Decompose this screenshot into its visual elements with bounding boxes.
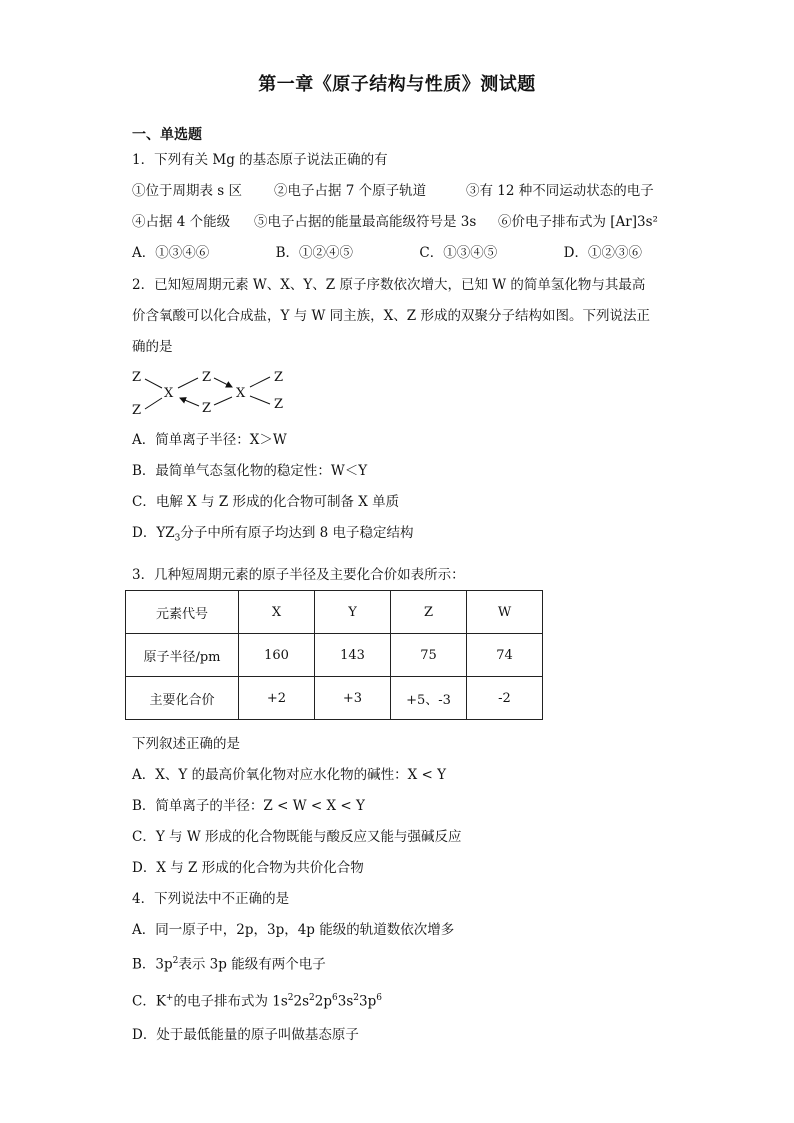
diagram-coordinate-bond-arrow — [214, 378, 232, 387]
q1-stem: 1．下列有关 Mg 的基态原子说法正确的有 — [132, 152, 388, 168]
diagram-atom-x-1: X — [164, 386, 174, 401]
diagram-bond — [250, 396, 270, 404]
q1-option-b: B．①②④⑤ — [275, 245, 354, 261]
diagram-atom-z-3: Z — [202, 370, 212, 385]
q3-option-c: C．Y 与 W 形成的化合物既能与酸反应又能与强碱反应 — [132, 829, 462, 845]
table-cell: -2 — [467, 677, 543, 720]
q3-stem: 3．几种短周期元素的原子半径及主要化合价如表所示： — [132, 567, 465, 583]
q1-option-a: A．①③④⑥ — [132, 245, 210, 261]
diagram-atom-z-5: Z — [274, 370, 284, 385]
q1-option-d: D．①②③⑥ — [563, 245, 642, 261]
diagram-atom-z-2: Z — [132, 403, 142, 418]
diagram-atom-z-1: Z — [132, 370, 142, 385]
table-cell: 160 — [239, 634, 315, 677]
section-heading: 一、单选题 — [132, 127, 202, 143]
q1-statement-5: ⑤电子占据的能量最高能级符号是 3s — [254, 214, 477, 230]
q2-option-b: B．最简单气态氢化物的稳定性：W＜Y — [132, 463, 368, 479]
q1-statement-3: ③有 12 种不同运动状态的电子 — [466, 183, 654, 199]
table-cell: 元素代号 — [126, 591, 239, 634]
q1-statements-row-1 — [132, 181, 692, 201]
q1-statement-6: ⑥价电子排布式为 [Ar]3s² — [498, 214, 658, 230]
q3-option-b: B．简单离子的半径：Z < W < X < Y — [132, 798, 365, 814]
table-cell: 主要化合价 — [126, 677, 239, 720]
diagram-atom-x-2: X — [236, 386, 246, 401]
q4-option-d: D．处于最低能量的原子叫做基态原子 — [132, 1027, 359, 1043]
table-cell: +3 — [315, 677, 391, 720]
diagram-coordinate-bond-arrow — [180, 398, 199, 406]
q1-statements-row-2 — [132, 212, 692, 232]
table-cell: +2 — [239, 677, 315, 720]
q3-option-d: D．X 与 Z 形成的化合物为共价化合物 — [132, 860, 364, 876]
table-cell: W — [467, 591, 543, 634]
diagram-atom-z-4: Z — [202, 401, 212, 416]
diagram-bond — [145, 379, 162, 388]
q4-option-b: B．$3p^2$表示 3p 能级有两个电子 — [132, 956, 326, 973]
q1-options — [132, 243, 642, 263]
q2-stem-line-1: 2．已知短周期元素 W、X、Y、Z 原子序数依次增大，已知 W 的简单氢化物与其最高 — [132, 277, 646, 293]
diagram-bond — [250, 377, 270, 387]
q1-statement-4: ④占据 4 个能级 — [132, 214, 231, 230]
table-cell: X — [239, 591, 315, 634]
q4-option-c: C．K+的电子排布式为 $1s^22s^22p^63s^23p^6$ — [132, 993, 382, 1010]
table-cell: 原子半径/pm — [126, 634, 239, 677]
page-title: 第一章《原子结构与性质》测试题 — [258, 74, 536, 95]
q1-option-c: C．①③④⑤ — [419, 245, 498, 261]
element-data-table — [125, 590, 543, 720]
diagram-bond — [214, 397, 232, 405]
q2-stem-line-2: 价含氧酸可以化合成盐，Y 与 W 同主族，X、Z 形成的双聚分子结构如图。下列说法正 — [132, 308, 650, 324]
table-cell: +5、-3 — [391, 677, 467, 720]
table-cell: 143 — [315, 634, 391, 677]
table-cell: 74 — [467, 634, 543, 677]
q3-lead: 下列叙述正确的是 — [132, 736, 240, 752]
diagram-atom-z-6: Z — [274, 397, 284, 412]
q2-stem-line-3: 确的是 — [132, 339, 173, 355]
diagram-bond — [145, 398, 162, 409]
q4-stem: 4．下列说法中不正确的是 — [132, 891, 290, 907]
q2-option-d: D．$YZ_3$分子中所有原子均达到 8 电子稳定结构 — [132, 525, 414, 544]
table-cell: Z — [391, 591, 467, 634]
q2-option-a: A．简单离子半径：X＞W — [132, 432, 287, 448]
q1-statement-1: ①位于周期表 s 区 — [132, 183, 243, 199]
table-row — [126, 677, 543, 720]
q3-option-a: A．X、Y 的最高价氧化物对应水化物的碱性：X < Y — [132, 767, 446, 783]
table-cell: Y — [315, 591, 391, 634]
q4-option-a: A．同一原子中，2p，3p，4p 能级的轨道数依次增多 — [132, 922, 455, 938]
table-row — [126, 591, 543, 634]
table-row — [126, 634, 543, 677]
q1-statement-2: ②电子占据 7 个原子轨道 — [274, 183, 427, 199]
q2-option-c: C．电解 X 与 Z 形成的化合物可制备 X 单质 — [132, 494, 400, 510]
dimer-structure-diagram — [128, 364, 298, 420]
table-cell: 75 — [391, 634, 467, 677]
diagram-bond — [178, 378, 198, 388]
